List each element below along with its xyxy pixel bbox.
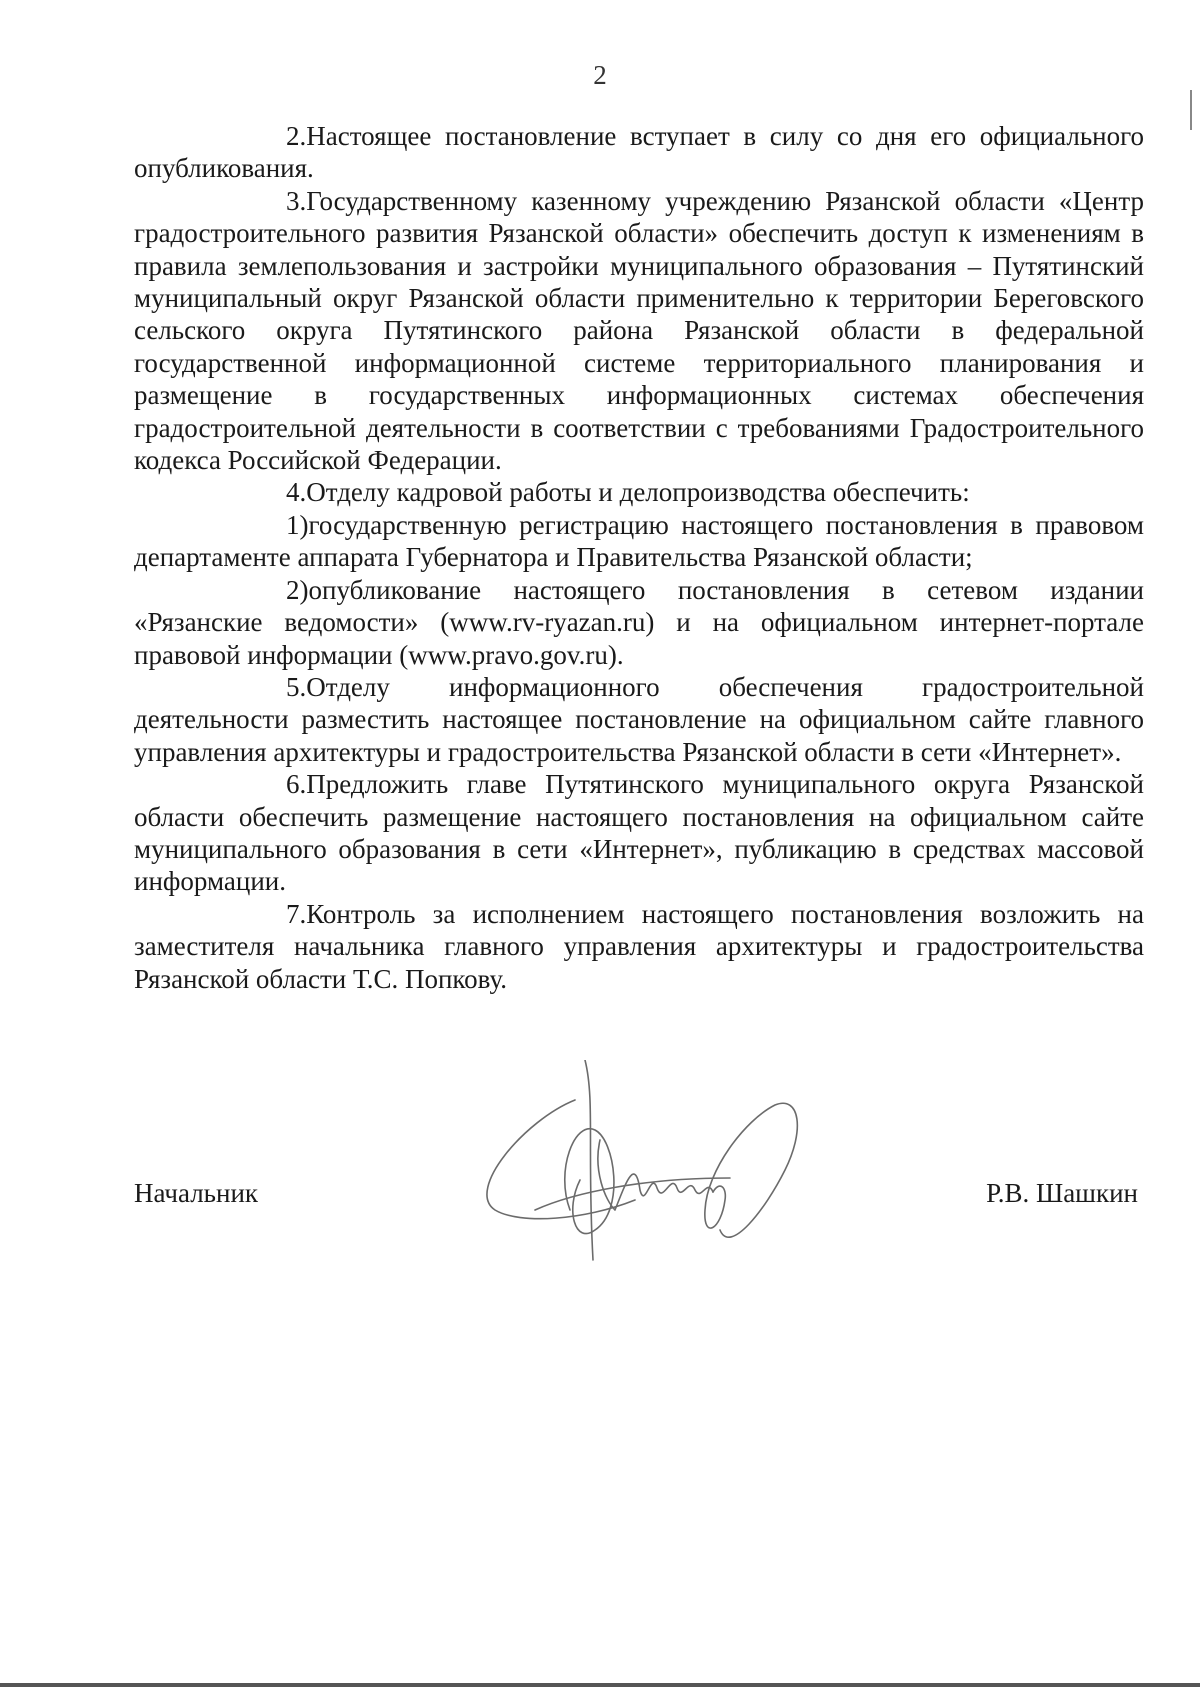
- paragraph-number: 4.: [286, 477, 307, 508]
- scan-edge-mark: [1190, 90, 1192, 130]
- signatory-title: Начальник: [134, 1178, 259, 1208]
- document-body: [134, 120, 1144, 995]
- paragraph-text: опубликование настоящего постановления в сетевом издании «Рязанские ведомости» (www.rv-ryazan.ru) и на официальном интернет-портале правовой информации (www.pravo.gov.ru).: [134, 574, 1144, 670]
- paragraph-7: [134, 898, 1144, 995]
- paragraph-text: Контроль за исполнением настоящего постановления возложить на заместителя начальника главного управления архитектуры и градостроительства Рязанской области Т.С. Попкову.: [134, 898, 1144, 994]
- subparagraph-2: [134, 574, 1144, 671]
- paragraph-number: 3.: [286, 185, 307, 216]
- paragraph-2: [134, 120, 1144, 185]
- signatory-name: Р.В. Шашкин: [986, 1178, 1138, 1208]
- paragraph-text: Настоящее постановление вступает в силу со дня его официального опубликования.: [134, 121, 1144, 184]
- paragraph-number: 2): [286, 574, 309, 605]
- page-number: 2: [593, 60, 607, 90]
- paragraph-number: 1): [286, 509, 309, 540]
- paragraph-number: 2.: [286, 121, 307, 151]
- paragraph-text: Предложить главе Путятинского муниципального округа Рязанской области обеспечить размещение настоящего постановления на официальном сайте муниципального образования в сети «Интернет», публикацию в средствах массовой информации.: [134, 769, 1144, 897]
- paragraph-4: [134, 476, 1144, 508]
- paragraph-number: 5.: [286, 671, 307, 702]
- paragraph-5: [134, 671, 1144, 768]
- paragraph-text: Отделу кадровой работы и делопроизводства обеспечить:: [306, 477, 970, 508]
- paragraph-number: 6.: [286, 769, 307, 800]
- paragraph-text: государственную регистрацию настоящего постановления в правовом департаменте аппарата Губернатора и Правительства Рязанской области;: [134, 509, 1144, 573]
- paragraph-6: [134, 768, 1144, 898]
- paragraph-text: Государственному казенному учреждению Рязанской области «Центр градостроительного развития Рязанской области» обеспечить доступ к изменениям в правила землепользования и застройки муниципального образования – Путятинский муниципальный округ Рязанской области применительно к территории Береговского сельского округа Путятинского района Рязанской области в федеральной государственной информационной системе территориального планирования и размещение в государственных информационных системах обеспечения градостроительной деятельности в соответствии с требованиями Градостроительного кодекса Российской Федерации.: [134, 185, 1144, 476]
- handwritten-signature: [475, 1060, 805, 1270]
- subparagraph-1: [134, 509, 1144, 574]
- scan-bottom-edge: [0, 1683, 1200, 1687]
- paragraph-text: Отделу информационного обеспечения градостроительной деятельности разместить настоящее постановление на официальном сайте главного управления архитектуры и градостроительства Рязанской области в сети «Интернет».: [134, 671, 1144, 767]
- paragraph-3: [134, 185, 1144, 477]
- paragraph-number: 7.: [286, 898, 307, 929]
